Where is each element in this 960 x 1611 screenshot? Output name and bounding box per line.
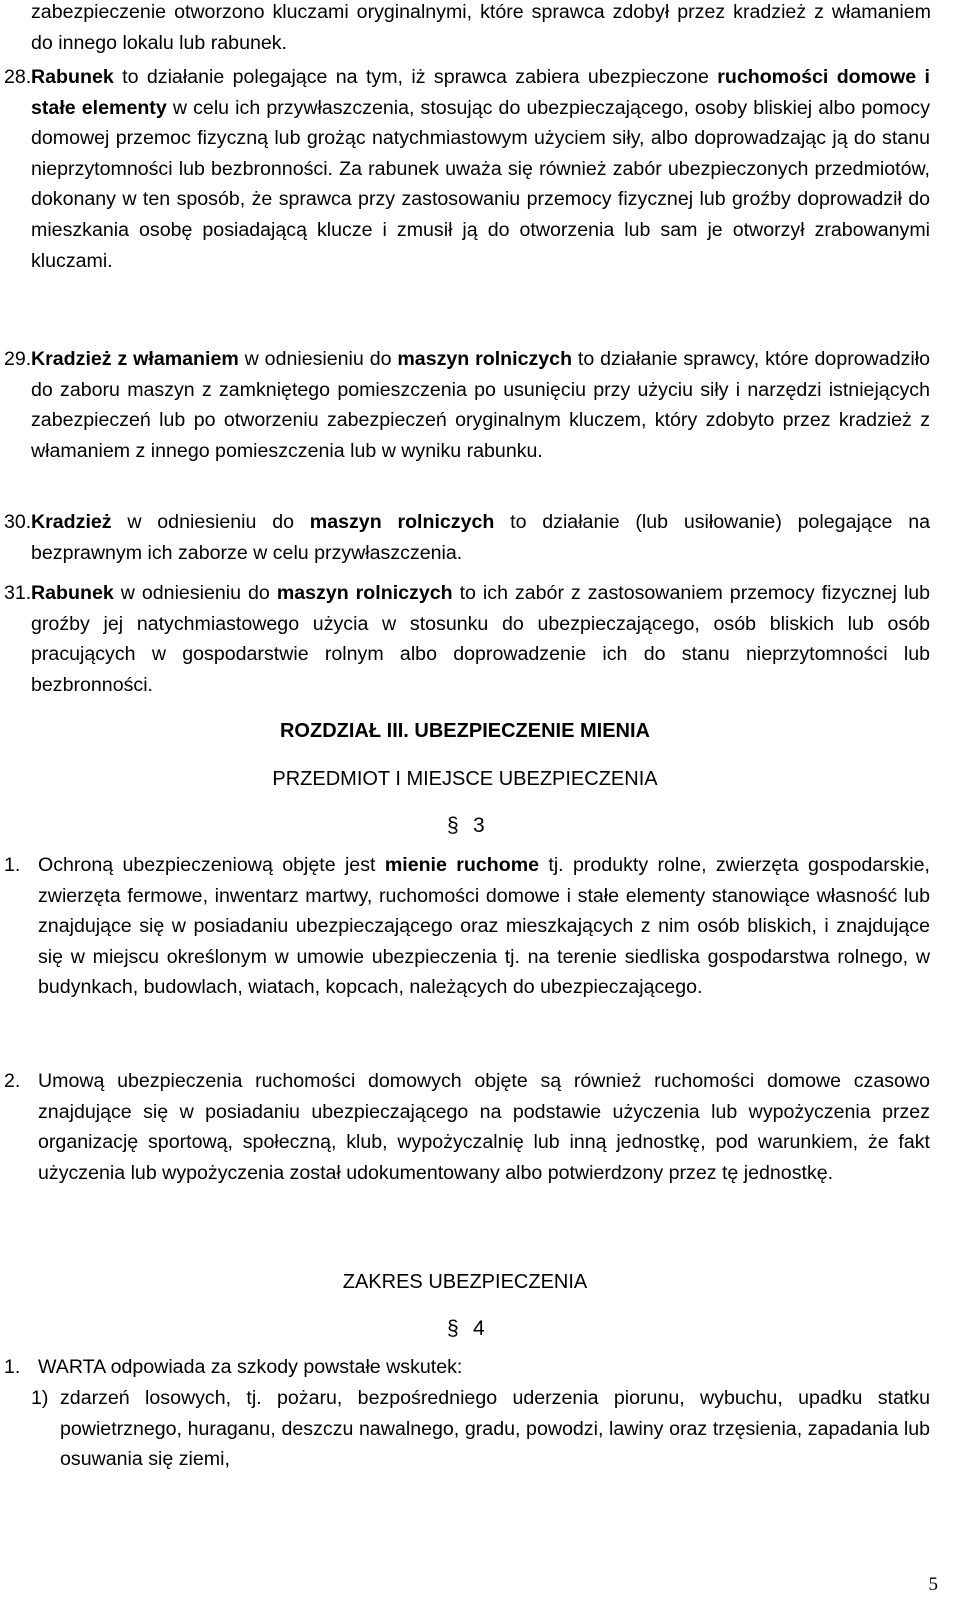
item-text-segment: w celu ich przywłaszczenia, stosując do ubezpieczającego, osoby bliskiej albo pomocy domowej przemoc fizyczną lub grożąc natychmiastowym użyciem siły, albo doprowadzając ją do stanu nieprzytomności lub bezbronności. Za rabunek uważa się również zabór ubezpieczonych przedmiotów, dokonany w ten sposób, że sprawca przy zastosowaniu przemocy fizycznej lub groźby doprowadził do mieszkania osobę posiadającą klucze i zmusił ją do otworzenia lub sam je otworzył zrabowanymi kluczami. bbox=[31, 96, 930, 272]
page-number: 5 bbox=[928, 1574, 938, 1595]
defined-term: ruchomości domowe i stałe elementy bbox=[31, 66, 931, 119]
point-text-segment: Ochroną ubezpieczeniową objęte jest bbox=[38, 854, 385, 876]
point-1-text bbox=[38, 850, 930, 1003]
point-number: 1. bbox=[4, 1356, 21, 1378]
section-number-3 bbox=[447, 811, 507, 841]
paragraph-sign: § bbox=[447, 814, 459, 837]
item-text-segment: w odniesieniu do bbox=[238, 348, 398, 370]
point-text-segment: tj. produkty rolne, zwierzęta gospodarskie, zwierzęta fermowe, inwentarz martwy, ruchomości domowe i stałe elementy stanowiące własność lub znajdujące się w posiadaniu ubezpieczającego oraz mieszkających z nim osób bliskich, i znajdujące się w miejscu określonym w umowie ubezpieczenia tj. na terenie siedliska gospodarstwa rolnego, w budynkach, budowlach, wiatach, kopcach, należących do ubezpieczającego. bbox=[38, 854, 931, 999]
continuation-paragraph: zabezpieczenie otworzono kluczami oryginalnymi, które sprawca zdobył przez kradzież z włamaniem do innego lokalu lub rabunek. bbox=[31, 1, 931, 54]
defined-term: maszyn rolniczych bbox=[276, 582, 453, 604]
item-text-segment: to ich zabór z zastosowaniem przemocy fizycznej lub groźby jej natychmiastowego użycia w stosunku do ubezpieczającego, osób bliskich lub osób pracujących w gospodarstwie rolnym albo doprowadzenie ich do stanu nieprzytomności lub bezbronności. bbox=[31, 582, 930, 696]
defined-term: Rabunek bbox=[31, 66, 114, 88]
defined-term: mienie ruchome bbox=[384, 854, 540, 876]
point-number: 2. bbox=[4, 1070, 21, 1092]
item-number: 30. bbox=[4, 511, 32, 533]
defined-term: Rabunek bbox=[31, 582, 114, 604]
item-text bbox=[31, 578, 930, 700]
section-number: 3 bbox=[473, 814, 485, 837]
point-1-text: WARTA odpowiada za szkody powstałe wskutek: bbox=[38, 1356, 463, 1378]
item-number: 28. bbox=[4, 66, 32, 88]
defined-term: Kradzież bbox=[31, 511, 112, 533]
point-2-text: Umową ubezpieczenia ruchomości domowych objęte są również ruchomości domowe czasowo znajdujące się w posiadaniu ubezpieczającego na podstawie użyczenia lub wypożyczenia przez organizację sportową, społeczną, klub, wypożyczalnię lub inną jednostkę, pod warunkiem, że fakt użyczenia lub wypożyczenia został udokumentowany albo potwierdzony przez tę jednostkę. bbox=[38, 1070, 930, 1184]
defined-term: maszyn rolniczych bbox=[309, 511, 495, 533]
item-text bbox=[31, 507, 930, 568]
item-text-segment: to działanie polegające na tym, iż sprawca zabiera ubezpieczone bbox=[113, 66, 718, 88]
chapter-title: ROZDZIAŁ III. UBEZPIECZENIE MIENIA bbox=[279, 720, 650, 742]
item-text-segment: to działanie (lub usiłowanie) polegające na bezprawnym ich zaborze w celu przywłaszczenia. bbox=[31, 511, 930, 564]
item-number: 29. bbox=[4, 348, 32, 370]
item-text-segment: to działanie sprawcy, które doprowadziło do zaboru maszyn z zamkniętego pomieszczenia po usunięciu przy użyciu siły i narzędzi istniejących zabezpieczeń lub po otworzeniu zabezpieczeń oryginalnym kluczem, który zdobyto przez kradzież z włamaniem z innego pomieszczenia lub w wyniku rabunku. bbox=[31, 348, 930, 462]
item-number: 31. bbox=[4, 582, 32, 604]
section-number-4 bbox=[447, 1314, 507, 1344]
subpoint-number: 1) bbox=[31, 1387, 49, 1409]
section-heading-zakres: ZAKRES UBEZPIECZENIA bbox=[342, 1271, 588, 1293]
subpoint-1-text: zdarzeń losowych, tj. pożaru, bezpośredniego uderzenia piorunu, wybuchu, upadku statku powietrznego, huraganu, deszczu nawalnego, gradu, powodzi, lawiny oraz trzęsienia, zapadania lub osuwania się ziemi, bbox=[60, 1387, 930, 1471]
defined-term: Kradzież z włamaniem bbox=[31, 348, 239, 370]
item-text bbox=[31, 344, 930, 466]
item-text-segment: w odniesieniu do bbox=[111, 511, 310, 533]
defined-term: maszyn rolniczych bbox=[397, 348, 573, 370]
item-text-segment: w odniesieniu do bbox=[113, 582, 277, 604]
section-number: 4 bbox=[473, 1317, 485, 1340]
section-heading-przedmiot: PRZEDMIOT I MIEJSCE UBEZPIECZENIA bbox=[272, 768, 658, 790]
point-number: 1. bbox=[4, 854, 21, 876]
item-text bbox=[31, 62, 930, 276]
paragraph-sign: § bbox=[447, 1317, 459, 1340]
